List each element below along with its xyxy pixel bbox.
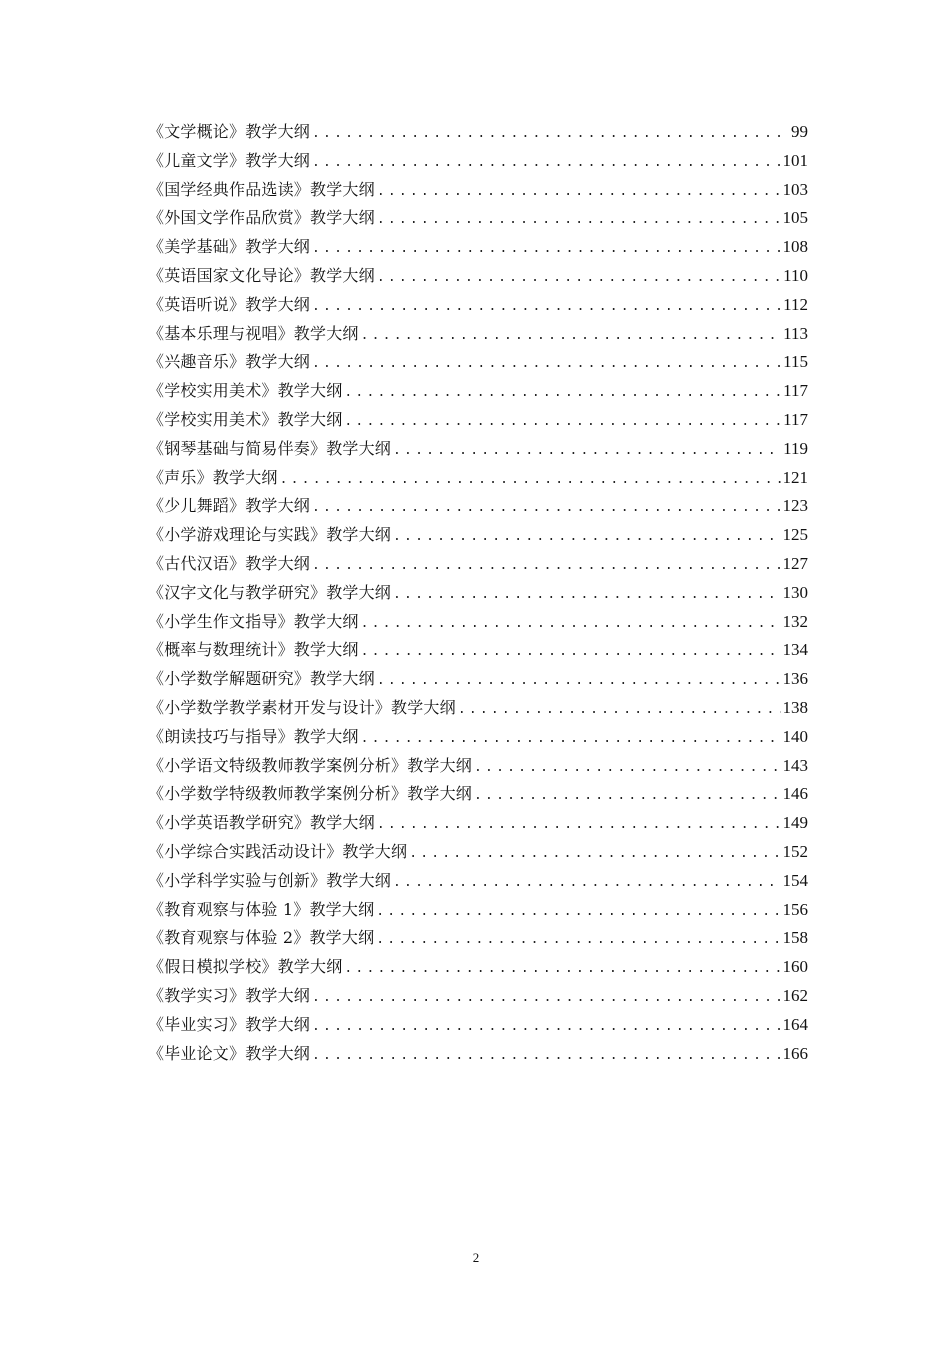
toc-entry[interactable] — [148, 752, 808, 781]
toc-dot-leader — [393, 523, 780, 552]
toc-dot-leader — [312, 149, 780, 178]
toc-entry-title: 《英语国家文化导论》教学大纲 — [148, 265, 375, 285]
toc-entry-title: 《外国文学作品欣赏》教学大纲 — [148, 208, 375, 228]
toc-dot-leader — [312, 235, 780, 264]
toc-dot-leader — [361, 725, 781, 754]
toc-dot-leader — [344, 408, 781, 437]
toc-entry-title: 《学校实用美术》教学大纲 — [148, 409, 343, 429]
toc-entry[interactable] — [148, 406, 808, 435]
toc-entry[interactable] — [148, 320, 808, 349]
toc-entry-page: 143 — [782, 755, 808, 775]
toc-dot-leader — [474, 782, 780, 811]
toc-entry-page: 103 — [782, 179, 808, 199]
toc-entry-page: 162 — [782, 985, 808, 1005]
toc-entry-page: 112 — [783, 294, 808, 314]
toc-entry[interactable] — [148, 377, 808, 406]
toc-entry-page: 158 — [782, 928, 808, 948]
toc-entry[interactable] — [148, 118, 808, 147]
toc-entry-title: 《教学实习》教学大纲 — [148, 985, 311, 1005]
toc-entry-title: 《假日模拟学校》教学大纲 — [148, 957, 343, 977]
toc-entry-title: 《基本乐理与视唱》教学大纲 — [148, 323, 359, 343]
toc-entry-page: 117 — [783, 409, 808, 429]
toc-entry[interactable] — [148, 665, 808, 694]
toc-entry-page: 125 — [782, 525, 808, 545]
toc-entry-title: 《毕业实习》教学大纲 — [148, 1014, 311, 1034]
toc-dot-leader — [361, 322, 782, 351]
toc-entry-page: 149 — [782, 813, 808, 833]
toc-dot-leader — [312, 984, 780, 1013]
toc-entry[interactable] — [148, 636, 808, 665]
toc-entry[interactable] — [148, 924, 808, 953]
toc-dot-leader — [312, 293, 781, 322]
toc-entry-title: 《古代汉语》教学大纲 — [148, 553, 311, 573]
toc-entry[interactable] — [148, 723, 808, 752]
toc-dot-leader — [312, 350, 781, 379]
toc-entry[interactable] — [148, 867, 808, 896]
toc-dot-leader — [377, 811, 781, 840]
toc-entry-title: 《儿童文学》教学大纲 — [148, 150, 311, 170]
toc-entry[interactable] — [148, 579, 808, 608]
toc-entry-page: 117 — [783, 381, 808, 401]
toc-entry-page: 119 — [783, 438, 808, 458]
toc-dot-leader — [361, 610, 781, 639]
toc-entry-page: 121 — [782, 467, 808, 487]
toc-dot-leader — [393, 581, 780, 610]
toc-entry-title: 《英语听说》教学大纲 — [148, 294, 311, 314]
toc-entry-title: 《学校实用美术》教学大纲 — [148, 381, 343, 401]
toc-entry-page: 152 — [782, 841, 808, 861]
toc-entry-title: 《概率与数理统计》教学大纲 — [148, 640, 359, 660]
toc-entry[interactable] — [148, 896, 808, 925]
toc-entry-title: 《小学数学教学素材开发与设计》教学大纲 — [148, 697, 456, 717]
toc-dot-leader — [458, 696, 781, 725]
toc-entry-title: 《文学概论》教学大纲 — [148, 122, 311, 141]
toc-dot-leader — [312, 120, 789, 149]
toc-entry-page: 110 — [783, 265, 808, 285]
toc-dot-leader — [376, 898, 780, 927]
toc-entry-title: 《小学数学解题研究》教学大纲 — [148, 669, 375, 689]
toc-dot-leader — [474, 754, 780, 783]
toc-entry[interactable] — [148, 262, 808, 291]
toc-entry-page: 136 — [782, 669, 808, 689]
toc-entry-title: 《朗读技巧与指导》教学大纲 — [148, 726, 359, 746]
toc-entry[interactable] — [148, 464, 808, 493]
toc-entry[interactable] — [148, 982, 808, 1011]
toc-entry[interactable] — [148, 176, 808, 205]
toc-entry-title: 《小学语文特级教师教学案例分析》教学大纲 — [148, 755, 473, 775]
toc-entry-title: 《小学综合实践活动设计》教学大纲 — [148, 841, 408, 861]
toc-entry-title: 《小学英语教学研究》教学大纲 — [148, 813, 375, 833]
toc-dot-leader — [409, 840, 780, 869]
toc-entry[interactable] — [148, 291, 808, 320]
toc-entry-page: 108 — [782, 237, 808, 257]
toc-entry-page: 127 — [782, 553, 808, 573]
toc-entry-title: 《钢琴基础与简易伴奏》教学大纲 — [148, 438, 392, 458]
toc-entry-title: 《毕业论文》教学大纲 — [148, 1043, 311, 1063]
toc-entry-title: 《小学生作文指导》教学大纲 — [148, 611, 359, 631]
toc-entry-page: 99 — [791, 122, 808, 141]
toc-entry[interactable] — [148, 233, 808, 262]
toc-dot-leader — [377, 178, 781, 207]
toc-entry[interactable] — [148, 492, 808, 521]
toc-entry[interactable] — [148, 809, 808, 838]
toc-entry-page: 154 — [782, 870, 808, 890]
toc-entry-page: 130 — [782, 582, 808, 602]
toc-entry[interactable] — [148, 348, 808, 377]
toc-entry-page: 164 — [782, 1014, 808, 1034]
toc-entry[interactable] — [148, 838, 808, 867]
toc-entry-page: 138 — [782, 697, 808, 717]
toc-entry-page: 123 — [782, 496, 808, 516]
toc-entry-title: 《小学科学实验与创新》教学大纲 — [148, 870, 392, 890]
toc-dot-leader — [376, 926, 780, 955]
toc-entry-title: 《小学游戏理论与实践》教学大纲 — [148, 525, 392, 545]
toc-dot-leader — [312, 1013, 780, 1042]
toc-entry-page: 132 — [782, 611, 808, 631]
toc-entry[interactable] — [148, 550, 808, 579]
toc-entry-title: 《国学经典作品选读》教学大纲 — [148, 179, 375, 199]
toc-entry-page: 115 — [783, 352, 808, 372]
toc-entry[interactable] — [148, 204, 808, 233]
toc-entry-page: 146 — [782, 784, 808, 804]
toc-entry-page: 160 — [782, 957, 808, 977]
toc-entry-title: 《美学基础》教学大纲 — [148, 237, 311, 257]
toc-dot-leader — [344, 955, 780, 984]
toc-entry[interactable] — [148, 1040, 808, 1069]
toc-dot-leader — [312, 494, 780, 523]
toc-dot-leader — [377, 206, 781, 235]
toc-dot-leader — [377, 667, 781, 696]
toc-entry-title: 《兴趣音乐》教学大纲 — [148, 352, 311, 372]
toc-entry[interactable] — [148, 521, 808, 550]
toc-entry-page: 113 — [783, 323, 808, 343]
toc-dot-leader — [344, 379, 781, 408]
toc-entry-title: 《教育观察与体验 1》教学大纲 — [148, 899, 375, 919]
toc-entry[interactable] — [148, 608, 808, 637]
toc-entry[interactable] — [148, 694, 808, 723]
toc-entry-page: 166 — [782, 1043, 808, 1063]
toc-entry-page: 134 — [782, 640, 808, 660]
toc-entry[interactable] — [148, 1011, 808, 1040]
toc-entry[interactable] — [148, 953, 808, 982]
toc-entry-title: 《声乐》教学大纲 — [148, 467, 278, 487]
toc-entry-page: 140 — [782, 726, 808, 746]
toc-entry-page: 156 — [782, 899, 808, 919]
toc-dot-leader — [393, 437, 781, 466]
toc-entry-page: 105 — [782, 208, 808, 228]
table-of-contents — [148, 118, 808, 1068]
toc-entry[interactable] — [148, 435, 808, 464]
toc-entry-title: 《少儿舞蹈》教学大纲 — [148, 496, 311, 516]
toc-entry[interactable] — [148, 780, 808, 809]
toc-entry-title: 《汉字文化与教学研究》教学大纲 — [148, 582, 392, 602]
toc-entry[interactable] — [148, 147, 808, 176]
page-number: 2 — [472, 1250, 480, 1265]
toc-dot-leader — [312, 552, 780, 581]
toc-entry-page: 101 — [782, 150, 808, 170]
toc-dot-leader — [280, 466, 781, 495]
toc-dot-leader — [377, 264, 781, 293]
toc-entry-title: 《小学数学特级教师教学案例分析》教学大纲 — [148, 784, 473, 804]
toc-dot-leader — [312, 1042, 780, 1071]
toc-dot-leader — [361, 638, 781, 667]
toc-entry-title: 《教育观察与体验 2》教学大纲 — [148, 928, 375, 948]
toc-dot-leader — [393, 869, 780, 898]
